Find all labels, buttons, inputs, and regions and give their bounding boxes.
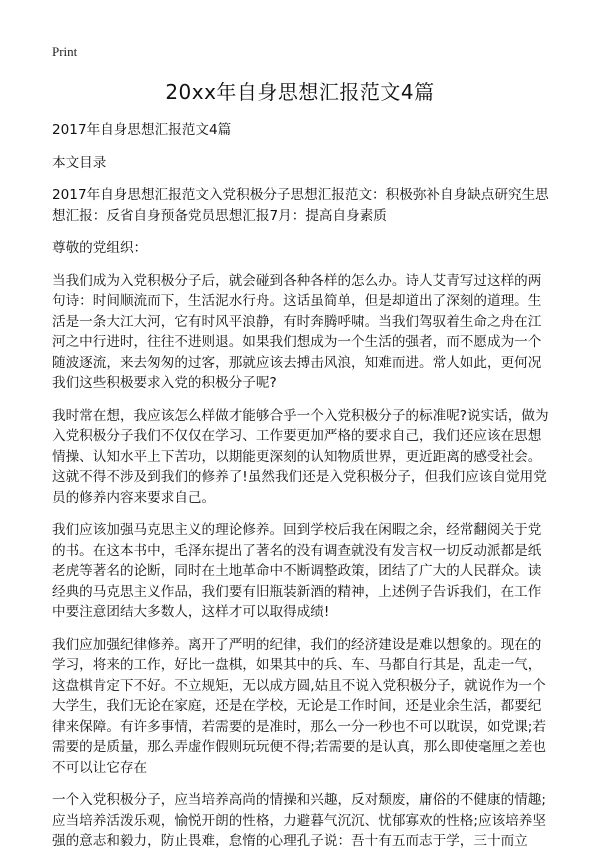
paragraph-1: 当我们成为入党积极分子后，就会碰到各种各样的怎么办。诗人艾青写过这样的两句诗：时间顺流而下，生活泥水行舟。这话虽简单，但是却道出了深刻的道理。生活是一条大江大河，它有时风平浪静，有时奔腾呼啸。当我们驾驭着生命之舟在江河之中行进时，往往不进则退。如果我们想成为一个生活的强者，而不愿成为一个随波逐流，来去匆匆的过客，那就应该去搏击风浪，知难而进。常人如此，更何况我们这些积极要求入党的积极分子呢? (52, 272, 542, 391)
document-body (52, 120, 552, 864)
paragraph-5: 一个入党积极分子，应当培养高尚的情操和兴趣，反对颓废，庸俗的不健康的情趣;应当培养活泼乐观，愉悦开朗的性格，力避暮气沉沉、忧郁寡欢的性格;应该培养坚强的意志和毅力，防止畏难，怠惰的心理孔子说：吾十有五而志于学，三十而立 (52, 792, 546, 849)
print-link[interactable]: Print (52, 44, 78, 59)
toc-heading: 本文目录 (52, 154, 107, 171)
paragraph-4: 我们应加强纪律修养。离开了严明的纪律，我们的经济建设是难以想象的。现在的学习，将来的工作，好比一盘棋，如果其中的兵、车、马都自行其是，乱走一气，这盘棋肯定下不好。不立规矩，无以成方圆,姑且不说入党积极分子，就说作为一个大学生，我们无论在家庭，还是在学校，无论是工作时间，还是业余生活，都要纪律来保障。有许多事情，若需要的是准时，那么一分一秒也不可以耽误，如党课;若需要的是质量，那么弄虚作假则玩玩便不得;若需要的是认真，那么即使毫厘之差也不可以让它存在 (52, 636, 546, 776)
paragraph-2: 我时常在想，我应该怎么样做才能够合乎一个入党积极分子的标准呢?说实话，做为入党积极分子我们不仅仅在学习、工作要更加严格的要求自己，我们还应该在思想情操、认知水平上下苦功，以期能更深刻的认知物质世界，更近距离的感受社会。这就不得不涉及到我们的修养了!虽然我们还是入党积极分子，但我们应该自觉用党员的修养内容来要求自己。 (52, 407, 549, 506)
toc-text: 2017年自身思想汇报范文入党积极分子思想汇报范文：积极弥补自身缺点研究生思想汇报：反省自身预备党员思想汇报7月：提高自身素质 (52, 187, 549, 224)
paragraph-3: 我们应该加强马克思主义的理论修养。回到学校后我在闲暇之余，经常翻阅关于党的书。在这本书中，毛泽东提出了著名的没有调查就没有发言权一切反动派都是纸老虎等著名的论断，同时在土地革命中不断调整政策，团结了广大的人民群众。读经典的马克思主义作品，我们要有旧瓶装新酒的精神，上述例子告诉我们，在工作中要注意团结大多数人，这样才可以取得成绩! (52, 522, 542, 620)
greeting: 尊敬的党组织： (52, 240, 148, 256)
page-title: 20xx年自身思想汇报范文4篇 (165, 80, 435, 104)
subtitle: 2017年自身思想汇报范文4篇 (52, 122, 232, 138)
